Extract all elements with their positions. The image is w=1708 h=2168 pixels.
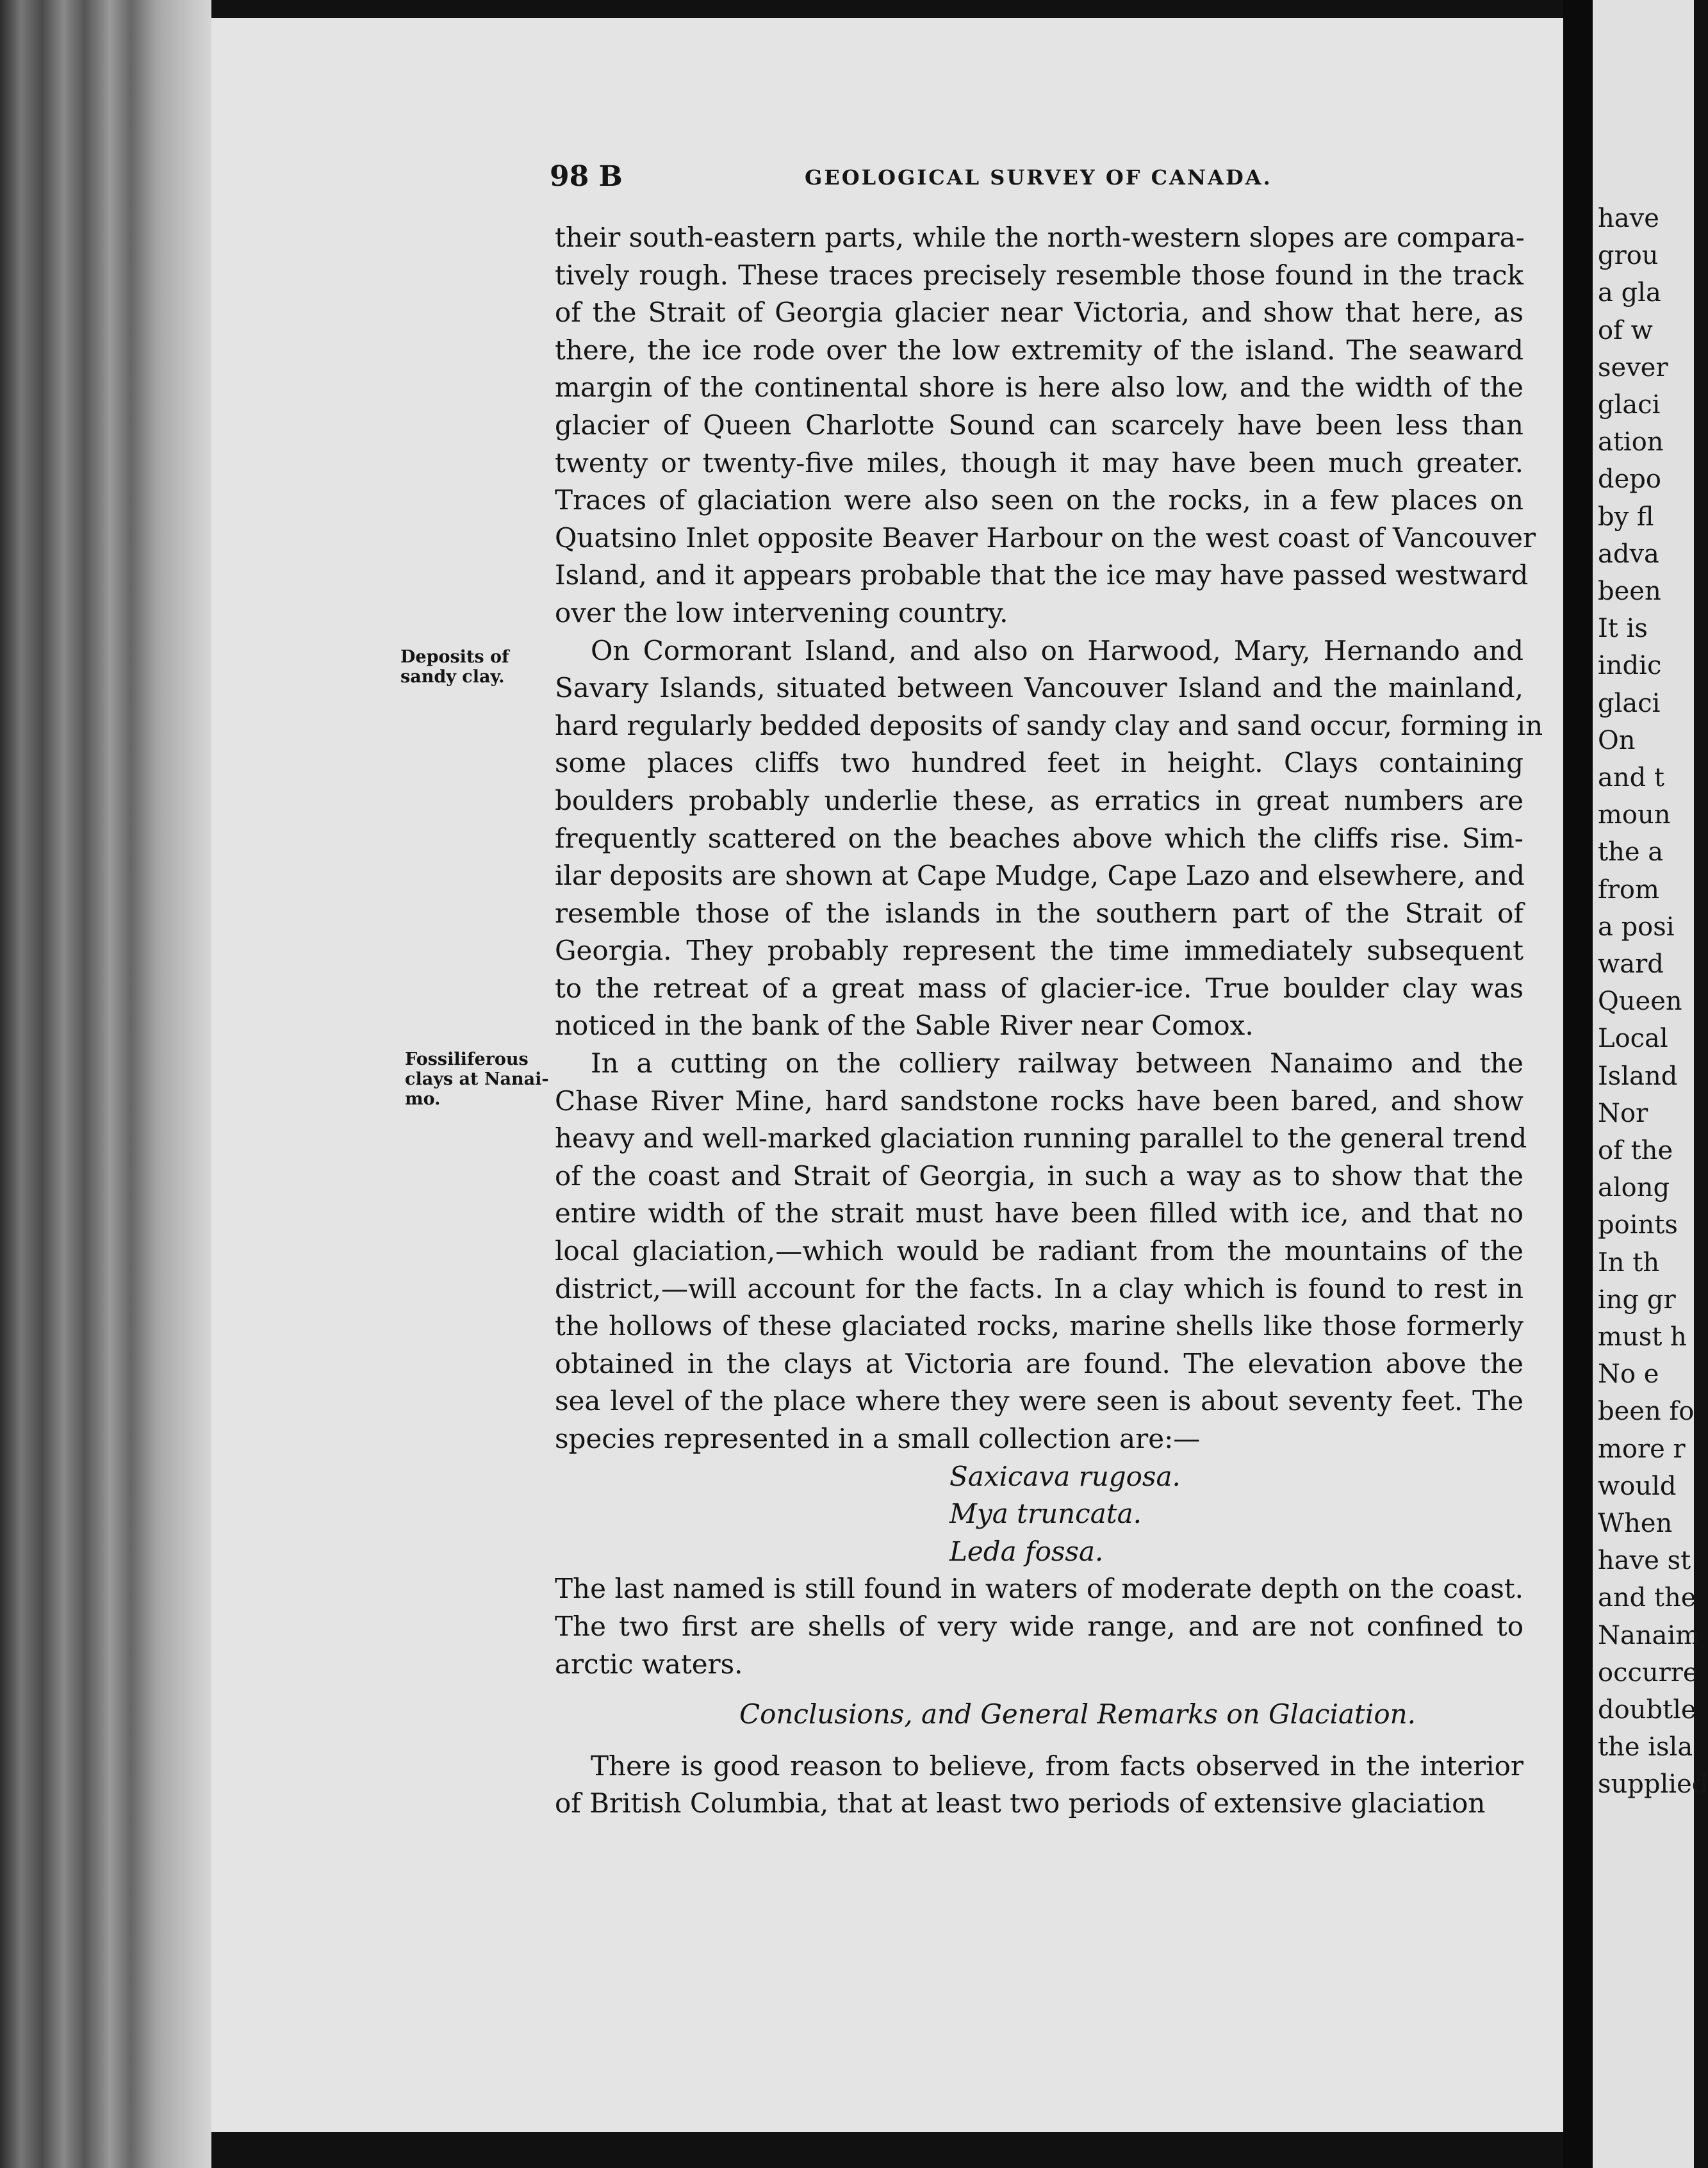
facing-page-line: ward [1598, 949, 1664, 979]
facing-page-line: occurre [1598, 1657, 1698, 1688]
text-line: hard regularly bedded deposits of sandy clay and sand occur, forming in [555, 709, 1543, 741]
book-gutter [1563, 0, 1593, 2168]
facing-page-line: grou [1598, 241, 1659, 271]
paragraph [555, 632, 1543, 1046]
facing-page-line: a gla [1598, 278, 1661, 308]
text-line: glacier of Queen Charlotte Sound can scarcely have been less than [555, 409, 1523, 441]
text-line: margin of the continental shore is here also low, and the width of the [555, 372, 1523, 404]
text-line: Georgia. They probably represent the time immediately subsequent [555, 935, 1523, 967]
text-line: tively rough. These traces precisely resemble those found in the track [555, 259, 1523, 291]
text-line: the hollows of these glaciated rocks, marine shells like those formerly [555, 1310, 1523, 1342]
text-line: to the retreat of a great mass of glacier-ice. True boulder clay was [555, 972, 1523, 1004]
facing-page-line: sever [1598, 352, 1668, 382]
text-line: boulders probably underlie these, as erratics in great numbers are [555, 784, 1523, 816]
facing-page-line: It is [1598, 614, 1648, 644]
facing-page-line: by fl [1598, 502, 1654, 532]
facing-page-line: Local [1598, 1024, 1668, 1054]
text-line: their south-eastern parts, while the north-western slopes are compara- [555, 222, 1525, 253]
text-line: over the low intervening country. [555, 596, 1008, 628]
paragraph [555, 1045, 1527, 1458]
text-line: there, the ice rode over the low extremity of the island. The seaward [555, 334, 1523, 366]
facing-page-line: the a [1598, 837, 1664, 867]
text-line: In a cutting on the colliery railway between Nanaimo and the [591, 1047, 1523, 1080]
text-line: entire width of the strait must have been filled with ice, and that no [555, 1197, 1523, 1229]
facing-page-line: a posi [1598, 912, 1675, 942]
text-line: Savary Islands, situated between Vancouver Island and the mainland, [555, 672, 1523, 704]
facing-page-line: been fo [1598, 1397, 1695, 1427]
facing-page-line: depo [1598, 464, 1661, 495]
text-line: district,—will account for the facts. In a clay which is found to rest in [555, 1272, 1523, 1304]
species-name: Saxicava rugosa. [949, 1460, 1181, 1492]
book-edge-left [0, 0, 211, 2168]
facing-page-line: indic [1598, 651, 1662, 681]
text-line: species represented in a small collection are:— [555, 1423, 1201, 1454]
facing-page-line: adva [1598, 539, 1659, 569]
paragraph [555, 1748, 1523, 1823]
text-line: arctic waters. [555, 1648, 743, 1680]
body-text [555, 219, 1543, 1823]
text-line: Island, and it appears probable that the ice may have passed westward [555, 559, 1529, 591]
facing-page-line: and the [1598, 1583, 1696, 1613]
species-name: Mya truncata. [949, 1498, 1142, 1530]
text-line: sea level of the place where they were seen is about seventy feet. The [555, 1385, 1523, 1417]
section-heading: Conclusions, and General Remarks on Glaciation. [739, 1698, 1416, 1730]
text-line: obtained in the clays at Victoria are found. The elevation above the [555, 1347, 1523, 1379]
facing-page-line: along [1598, 1173, 1670, 1203]
text-line: ilar deposits are shown at Cape Mudge, Cape Lazo and elsewhere, and [555, 860, 1525, 892]
text-line: frequently scattered on the beaches above which the cliffs rise. Sim- [555, 822, 1523, 854]
margin-note-sandy-clay: Deposits of sandy clay. [400, 647, 509, 687]
text-line: twenty or twenty-five miles, though it may have been much greater. [555, 447, 1523, 479]
facing-page-line: points [1598, 1210, 1678, 1240]
text-line: Quatsino Inlet opposite Beaver Harbour on the west coast of Vancouver [555, 521, 1536, 554]
facing-page-line: doubtle [1598, 1695, 1696, 1725]
facing-page-line: ation [1598, 427, 1664, 457]
facing-page-line: been [1598, 577, 1661, 606]
facing-page-line: have st [1598, 1546, 1691, 1576]
facing-page-line: moun [1598, 800, 1671, 830]
facing-page-line: Queen [1598, 987, 1682, 1017]
paragraph [555, 219, 1536, 632]
page-number: 98 B [550, 160, 623, 193]
facing-page-line: from [1598, 875, 1659, 905]
text-line: On Cormorant Island, and also on Harwood, Mary, Hernando and [591, 634, 1523, 666]
margin-note-fossiliferous-clays: Fossiliferous clays at Nanai-mo. [405, 1049, 549, 1109]
text-line: There is good reason to believe, from facts observed in the interior [591, 1750, 1523, 1782]
text-line: local glaciation,—which would be radiant from the mountains of the [555, 1235, 1523, 1267]
facing-page-line: Nanaim [1598, 1620, 1700, 1650]
facing-page-line: On [1598, 725, 1636, 755]
facing-page-line: would [1598, 1471, 1677, 1501]
facing-page-line: more r [1598, 1434, 1686, 1464]
species-list [555, 1458, 1523, 1571]
text-line: Traces of glaciation were also seen on the rocks, in a few places on [555, 484, 1523, 516]
text-line: noticed in the bank of the Sable River near Comox. [555, 1010, 1254, 1042]
species-name: Leda fossa. [949, 1535, 1104, 1567]
text-line: of the Strait of Georgia glacier near Victoria, and show that here, as [555, 297, 1523, 329]
text-line: of the coast and Strait of Georgia, in such a way as to show that the [555, 1160, 1523, 1192]
facing-page-line: of w [1598, 315, 1653, 345]
text-line: heavy and well-marked glaciation running parallel to the general trend [555, 1122, 1527, 1154]
facing-page-line: glaci [1598, 390, 1661, 420]
text-line: resemble those of the islands in the southern part of the Strait of [555, 897, 1523, 929]
text-line: The two first are shells of very wide range, and are not confined to [555, 1610, 1523, 1642]
facing-page-line: When [1598, 1509, 1673, 1538]
facing-page-line: have [1598, 204, 1659, 233]
paragraph [555, 1570, 1523, 1683]
facing-page-line: No e [1598, 1359, 1659, 1390]
facing-page-line: In th [1598, 1247, 1660, 1277]
text-line: of British Columbia, that at least two periods of extensive glaciation [555, 1787, 1486, 1819]
running-title: GEOLOGICAL SURVEY OF CANADA. [805, 165, 1272, 190]
facing-page-line: must h [1598, 1322, 1687, 1352]
facing-page-line: supplied [1598, 1770, 1708, 1800]
text-line: some places cliffs two hundred feet in height. Clays containing [555, 747, 1523, 779]
text-line: Chase River Mine, hard sandstone rocks have been bared, and show [555, 1085, 1523, 1117]
facing-page-line: Island [1598, 1061, 1678, 1091]
facing-page-line: Nor [1598, 1098, 1648, 1128]
text-line: The last named is still found in waters of moderate depth on the coast. [555, 1573, 1523, 1605]
facing-page-fragment [1593, 0, 1708, 2168]
facing-page-line: the isla [1598, 1732, 1693, 1762]
facing-page-line: glaci [1598, 688, 1661, 718]
facing-page-line: ing gr [1598, 1285, 1676, 1315]
facing-page-line: and t [1598, 763, 1665, 792]
facing-page-line: of the [1598, 1136, 1673, 1165]
